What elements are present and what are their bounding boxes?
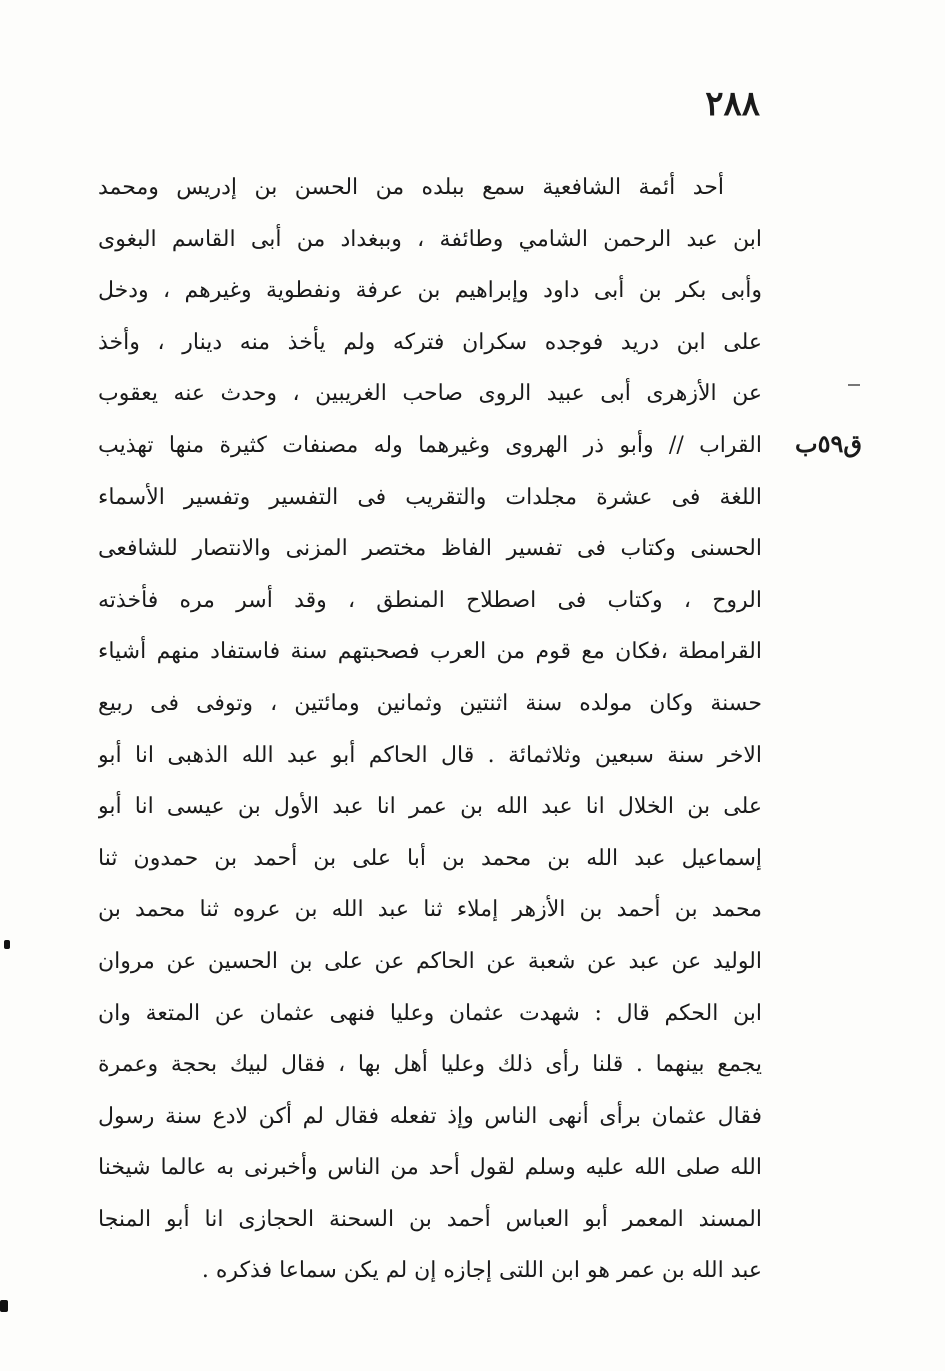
margin-dash-mark [848, 384, 860, 386]
text-line: عبد الله بن عمر هو ابن اللتى إجازه إن لم يكن سماعا فذكره . [201, 1258, 762, 1284]
text-line: ابن عبد الرحمن الشامي وطائفة ، وببغداد من أبى القاسم البغوى [98, 226, 762, 252]
text-line: القراب // وأبو ذر الهروى وغيرهما وله مصنفات كثيرة منها تهذيب [98, 432, 762, 458]
text-line: على بن الخلال انا عبد الله بن عمر انا عبد الأول بن عيسى انا أبو [98, 794, 762, 820]
text-line: الوليد عن عبد عن شعبة عن الحاكم عن على بن الحسين عن مروان [98, 948, 762, 974]
body-text [98, 162, 762, 1297]
text-line: الروح ، وكتاب فى اصطلاح المنطق ، وقد أسر مره فأخذته [98, 587, 762, 613]
text-line: على ابن دريد فوجده سكران فتركه ولم يأخذ منه دينار ، وأخذ [98, 329, 762, 355]
text-line: إسماعيل عبد الله بن محمد بن أبا على بن أحمد بن حمدون ثنا [98, 845, 762, 871]
margin-note: ق٥٩ب [795, 429, 862, 458]
text-line: القرامطة ،فكان مع قوم من العرب فصحبتهم سنة فاستفاد منهم أشياء [98, 639, 762, 665]
text-line: ابن الحكم قال : شهدت عثمان وعليا فنهى عثمان عن المتعة وان [98, 1000, 762, 1026]
text-line: محمد بن أحمد بن الأزهر إملاء ثنا عبد الله بن عروه ثنا محمد بن [98, 897, 762, 923]
text-line: فقال عثمان برأى أنهى الناس وإذ تفعله فقال لم أكن لادع سنة رسول [98, 1103, 762, 1129]
edge-ink-mark [4, 940, 10, 949]
text-line: الاخر سنة سبعين وثلاثمائة . قال الحاكم أبو عبد الله الذهبى انا أبو [98, 742, 762, 768]
page-number: ٢٨٨ [705, 84, 760, 124]
text-line: الله صلى الله عليه وسلم لقول أحد من الناس وأخبرنى به عالما شيخنا [98, 1155, 762, 1181]
text-line: الحسنى وكتاب فى تفسير الفاظ مختصر المزنى والانتصار للشافعى [98, 536, 762, 562]
text-line: أحد أئمة الشافعية سمع ببلده من الحسن بن إدريس ومحمد [98, 175, 724, 200]
text-line: وأبى بكر بن أبى داود وإبراهيم بن عرفة ونفطوية وغيرهم ، ودخل [98, 278, 762, 304]
text-line: عن الأزهرى أبى عبيد الروى صاحب الغريبين ، وحدث عنه يعقوب [98, 381, 762, 407]
text-line: يجمع بينهما . قلنا رأى ذلك وعليا أهل بها ، فقال لبيك بحجة وعمرة [98, 1052, 762, 1078]
text-line: حسنة وكان مولده سنة اثنتين وثمانين ومائتين ، وتوفى فى ربيع [98, 690, 762, 716]
text-line: المسند المعمر أبو العباس أحمد بن السحنة الحجازى انا أبو المنجا [98, 1206, 762, 1232]
edge-ink-mark [0, 1300, 8, 1312]
text-line: اللغة فى عشرة مجلدات والتقريب فى التفسير وتفسير الأسماء [98, 484, 762, 510]
